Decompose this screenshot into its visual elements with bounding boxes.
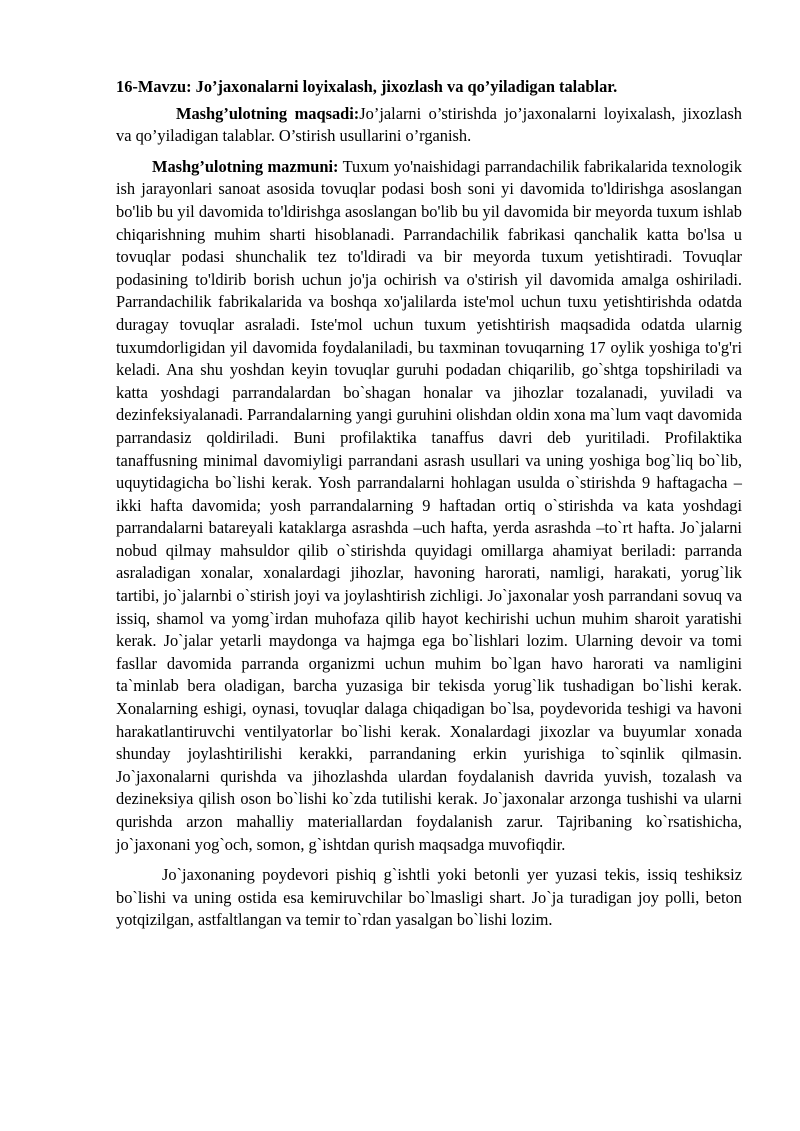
goal-text: Jo’jalarni o’stirishda jo’jaxonalarni loyixalash, jixozlash va qo’yiladigan talablar. O’stirish usullarini o’rganish. xyxy=(116,103,742,146)
goal-paragraph xyxy=(116,103,742,148)
content-paragraph xyxy=(116,156,742,856)
content-label: Mashg’ulotning mazmuni: xyxy=(152,156,339,176)
document-page xyxy=(116,76,742,940)
goal-label: Mashg’ulotning maqsadi: xyxy=(176,103,360,123)
document-title: 16-Mavzu: Jo’jaxonalarni loyixalash, jixozlash va qo’yiladigan talablar. xyxy=(116,77,618,96)
foundation-paragraph: Jo`jaxonaning poydevori pishiq g`ishtli yoki betonli yer yuzasi tekis, issiq teshiksiz bo`lishi va uning ostida esa kemiruvchilar bo`lmasligi shart. Jo`ja turadigan joy polli, beton yotqizilgan, astfaltlangan va temir to`rdan yasalgan bo`lishi lozim. xyxy=(116,865,742,930)
content-text: Tuxum yo'naishidagi parrandachilik fabrikalarida texnologik ish jarayonlari sanoat asosida tovuqlar podasi bosh soni yi davomida to'ldirishga asoslangan bo'lib bu yil davomida to'ldirishga asoslangan bo'lib bu yil davomida bir meyorda tuxum ishlab chiqarishning muhim sharti hisoblanadi. Parrandachilik fabrikasi qanchalik katta bo'lsa u tovuqlar podasi shunchalik tez to'ldiradi va bir meyorda tuxum yetishtiradi. Tovuqlar podasining to'ldirib borish uchun jo'ja ochirish va o'stirish yil davomida amalga oshiriladi. Parrandachilik fabrikalarida va boshqa xo'jalilarda iste'mol uchun tuxu yetishtirishda odatda duragay tovuqlar asraladi. Iste'mol uchun tuxum yetishtirish maqsadida odatda ularnig tuxumdorligidan yil davomida foydalaniladi, bu taxminan tovuqarning 17 oylik yoshiga to'g'ri keladi. Ana shu yoshdan keyin tovuqlar guruhi podadan chiqarilib, go`shtga topshiriladi va katta yoshdagi parrandalardan bo`shagan honalar va jihozlar tozalanadi, yuviladi va dezinfeksiyalanadi. Parrandalarning yangi guruhini olishdan oldin xona ma`lum vaqt davomida parrandasiz qoldiriladi. Buni profilaktika tanaffus davri deb yuritiladi. Profilaktika tanaffusning minimal davomiyligi parrandani asrash usullari va uning yoshiga bog`liq bo`lib, uquytidagicha bo`lishi kerak. Yosh parrandalarni hohlagan usulda o`stirishda 9 haftagacha –ikki hafta davomida; yosh parrandalarning 9 haftadan ortiq o`stirishda va kata yoshdagi parrandalarni batareyali kataklarga asrashda –uch hafta, yerda asrashda –to`rt hafta. Jo`jalarni nobud qilmay mahsuldor qilib o`stirishda quyidagi omillarga ahamiyat beriladi: parranda asraladigan xonalar, xonalardagi jihozlar, havoning harorati, namligi, harakati, yorug`lik tartibi, jo`jalarnbi o`stirish joyi va joylashtirish zichligi. Jo`jaxonalar yosh parrandani sovuq va issiq, shamol va yomg`irdan muhofaza qilib hayot kechirishi uchun muhim sharoit yaratishi kerak. Jo`jalar yetarli maydonga va hajmga ega bo`lishlari lozim. Ularning devoir va tomi fasllar davomida parranda organizmi uchun muhim bo`lgan havo harorati va namligini ta`minlab bera oladigan, barcha yuzasiga bir tekisda yorug`lik tushadigan bo`lishi kerak. Xonalarning eshigi, oynasi, tovuqlar dalaga chiqadigan bo`lsa, poydevorida teshigi va havoni harakatlantiruvchi ventilyatorlar bo`lishi kerak. Xonalardagi jixozlar va buyumlar xonada shunday joylashtirilishi kerakki, parrandaning erkin yurishiga to`sqinlik qilmasin. Jo`jaxonalarni qurishda va jihozlashda ulardan foydalanish davrida yuvish, tozalash va dezineksiya qilish oson bo`lishi ko`zda tutilishi kerak. Jo`jaxonalar arzonga tushishi va ularni qurishda arzon mahalliy materiallardan foydalanish zarur. Tajribaning ko`rsatishicha, jo`jaxonani yog`och, somon, g`ishtdan qurish maqsadga muvofiqdir. xyxy=(116,156,742,854)
